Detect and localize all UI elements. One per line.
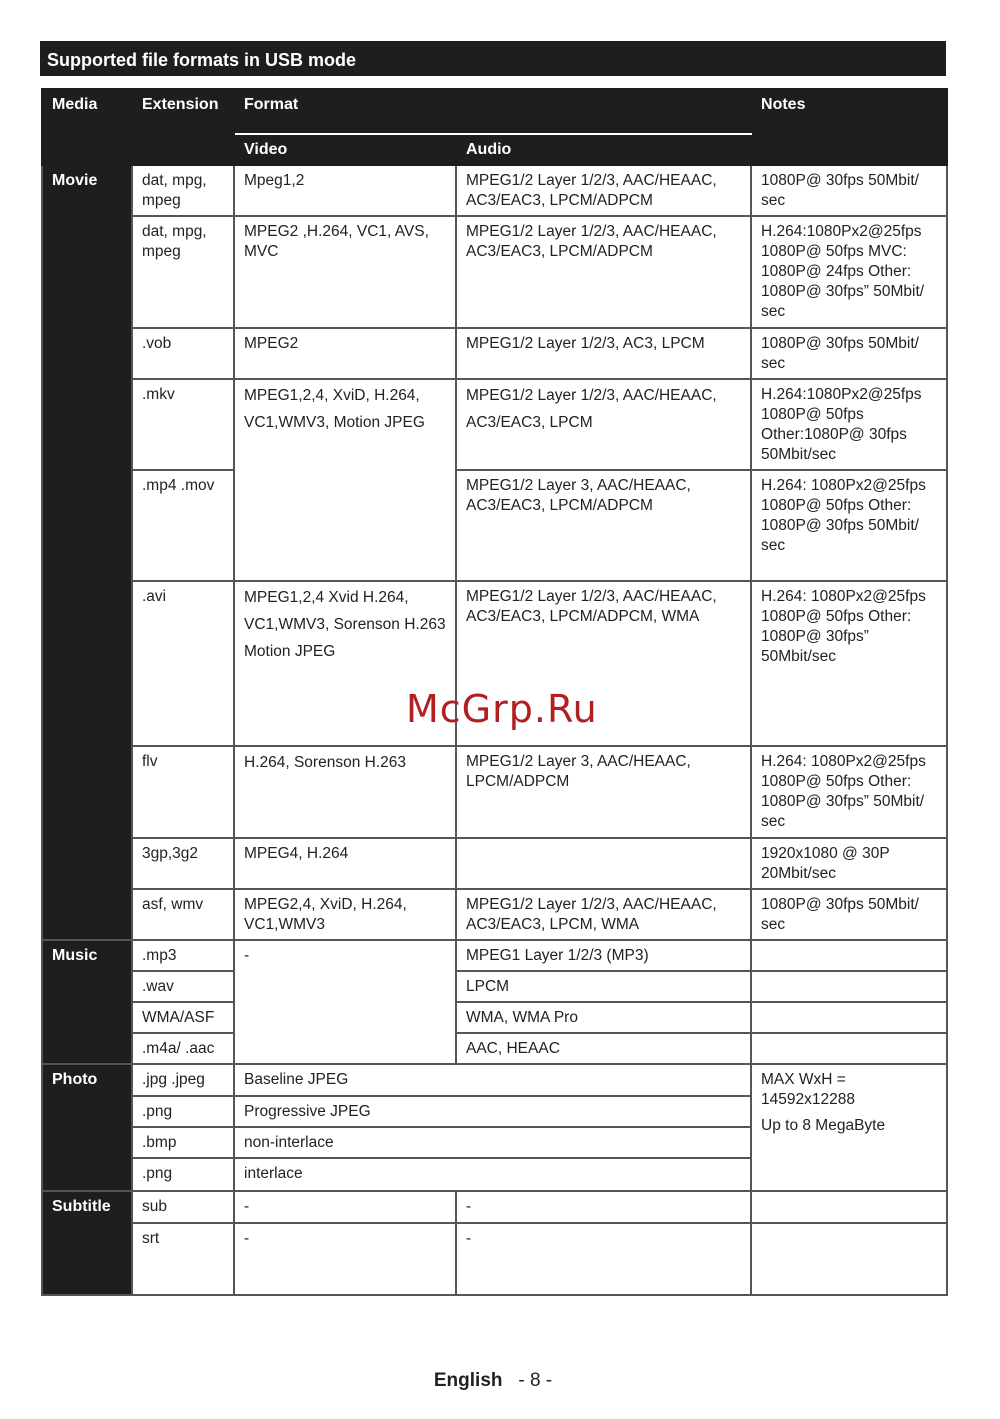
notes-cell: H.264:1080Px2@25fps 1080P@ 50fps MVC: 1080P@ 24fps Other: 1080P@ 30fps” 50Mbit/ sec [751, 216, 947, 328]
photo-notes [751, 1064, 947, 1191]
media-music: Music [42, 940, 132, 1064]
extension-cell: .wav [132, 971, 234, 1002]
video-cell: MPEG2,4, XviD, H.264, VC1,WMV3 [234, 889, 456, 940]
footer-language: English [433, 1370, 503, 1391]
video-cell: - [234, 1223, 456, 1295]
extension-cell: dat, mpg, mpeg [132, 165, 234, 216]
audio-cell: MPEG1/2 Layer 1/2/3, AAC/HEAAC, AC3/EAC3, LPCM, WMA [456, 889, 751, 940]
audio-cell: AAC, HEAAC [456, 1033, 751, 1064]
audio-cell: MPEG1/2 Layer 1/2/3, AAC/HEAAC, AC3/EAC3, LPCM/ADPCM [456, 216, 751, 328]
notes-cell: H.264: 1080Px2@25fps 1080P@ 50fps Other: 1080P@ 30fps” 50Mbit/sec [751, 581, 947, 746]
extension-cell: .mkv [132, 379, 234, 470]
extension-cell: sub [132, 1191, 234, 1223]
page-footer [0, 1370, 986, 1392]
notes-cell [751, 1223, 947, 1295]
video-cell: - [234, 1191, 456, 1223]
extension-cell: .mp4 .mov [132, 470, 234, 581]
section-title: Supported file formats in USB mode [40, 41, 946, 76]
audio-cell: - [456, 1191, 751, 1223]
notes-cell: 1080P@ 30fps 50Mbit/ sec [751, 328, 947, 379]
audio-cell: LPCM [456, 971, 751, 1002]
notes-cell [751, 940, 947, 971]
extension-cell: 3gp,3g2 [132, 838, 234, 889]
media-photo: Photo [42, 1064, 132, 1191]
media-movie: Movie [42, 165, 132, 940]
format-cell: non-interlace [234, 1127, 751, 1158]
header-media: Media [42, 89, 132, 165]
header-notes: Notes [751, 89, 947, 165]
photo-notes-resolution: MAX WxH = 14592x12288 [761, 1071, 855, 1108]
audio-cell: WMA, WMA Pro [456, 1002, 751, 1033]
format-cell: Progressive JPEG [234, 1096, 751, 1127]
audio-cell: MPEG1 Layer 1/2/3 (MP3) [456, 940, 751, 971]
extension-cell: .mp3 [132, 940, 234, 971]
extension-cell: flv [132, 746, 234, 838]
video-cell: H.264, Sorenson H.263 [234, 746, 456, 838]
notes-cell [751, 971, 947, 1002]
video-cell: MPEG2 ,H.264, VC1, AVS, MVC [234, 216, 456, 328]
video-cell: Mpeg1,2 [234, 165, 456, 216]
video-cell: MPEG1,2,4, XviD, H.264, VC1,WMV3, Motion JPEG [234, 379, 456, 581]
extension-cell: .bmp [132, 1127, 234, 1158]
notes-cell: H.264: 1080Px2@25fps 1080P@ 50fps Other: 1080P@ 30fps” 50Mbit/ sec [751, 746, 947, 838]
notes-cell [751, 1191, 947, 1223]
header-format: Format [234, 89, 751, 134]
video-cell: MPEG2 [234, 328, 456, 379]
header-extension: Extension [132, 89, 234, 165]
extension-cell: .vob [132, 328, 234, 379]
notes-cell: 1080P@ 30fps 50Mbit/ sec [751, 165, 947, 216]
extension-cell: WMA/ASF [132, 1002, 234, 1033]
page-number: - 8 - [518, 1370, 553, 1391]
extension-cell: srt [132, 1223, 234, 1295]
audio-cell: - [456, 1223, 751, 1295]
audio-cell: MPEG1/2 Layer 1/2/3, AC3, LPCM [456, 328, 751, 379]
header-audio: Audio [456, 134, 751, 165]
extension-cell: dat, mpg, mpeg [132, 216, 234, 328]
notes-cell: 1080P@ 30fps 50Mbit/ sec [751, 889, 947, 940]
extension-cell: .png [132, 1158, 234, 1191]
video-cell: - [234, 940, 456, 1064]
video-cell: MPEG1,2,4 Xvid H.264, VC1,WMV3, Sorenson H.263 Motion JPEG [234, 581, 456, 746]
audio-cell: MPEG1/2 Layer 3, AAC/HEAAC, LPCM/ADPCM [456, 746, 751, 838]
notes-cell [751, 1033, 947, 1064]
extension-cell: .png [132, 1096, 234, 1127]
notes-cell [751, 1002, 947, 1033]
audio-cell: MPEG1/2 Layer 1/2/3, AAC/HEAAC, AC3/EAC3, LPCM/ADPCM [456, 165, 751, 216]
audio-cell [456, 838, 751, 889]
notes-cell: H.264:1080Px2@25fps 1080P@ 50fps Other:1080P@ 30fps 50Mbit/sec [751, 379, 947, 470]
audio-cell: MPEG1/2 Layer 1/2/3, AAC/HEAAC, AC3/EAC3, LPCM [456, 379, 751, 470]
extension-cell: .m4a/ .aac [132, 1033, 234, 1064]
notes-cell: 1920x1080 @ 30P 20Mbit/sec [751, 838, 947, 889]
video-cell: MPEG4, H.264 [234, 838, 456, 889]
media-subtitle: Subtitle [42, 1191, 132, 1295]
extension-cell: .jpg .jpeg [132, 1064, 234, 1096]
notes-cell: H.264: 1080Px2@25fps 1080P@ 50fps Other: 1080P@ 30fps 50Mbit/ sec [751, 470, 947, 581]
format-cell: Baseline JPEG [234, 1064, 751, 1096]
watermark: McGrp.Ru [406, 687, 598, 731]
audio-cell: MPEG1/2 Layer 1/2/3, AAC/HEAAC, AC3/EAC3, LPCM/ADPCM, WMA [456, 581, 751, 746]
header-video: Video [234, 134, 456, 165]
photo-notes-size: Up to 8 MegaByte [761, 1117, 886, 1134]
extension-cell: asf, wmv [132, 889, 234, 940]
audio-cell: MPEG1/2 Layer 3, AAC/HEAAC, AC3/EAC3, LPCM/ADPCM [456, 470, 751, 581]
format-cell: interlace [234, 1158, 751, 1191]
extension-cell: .avi [132, 581, 234, 746]
